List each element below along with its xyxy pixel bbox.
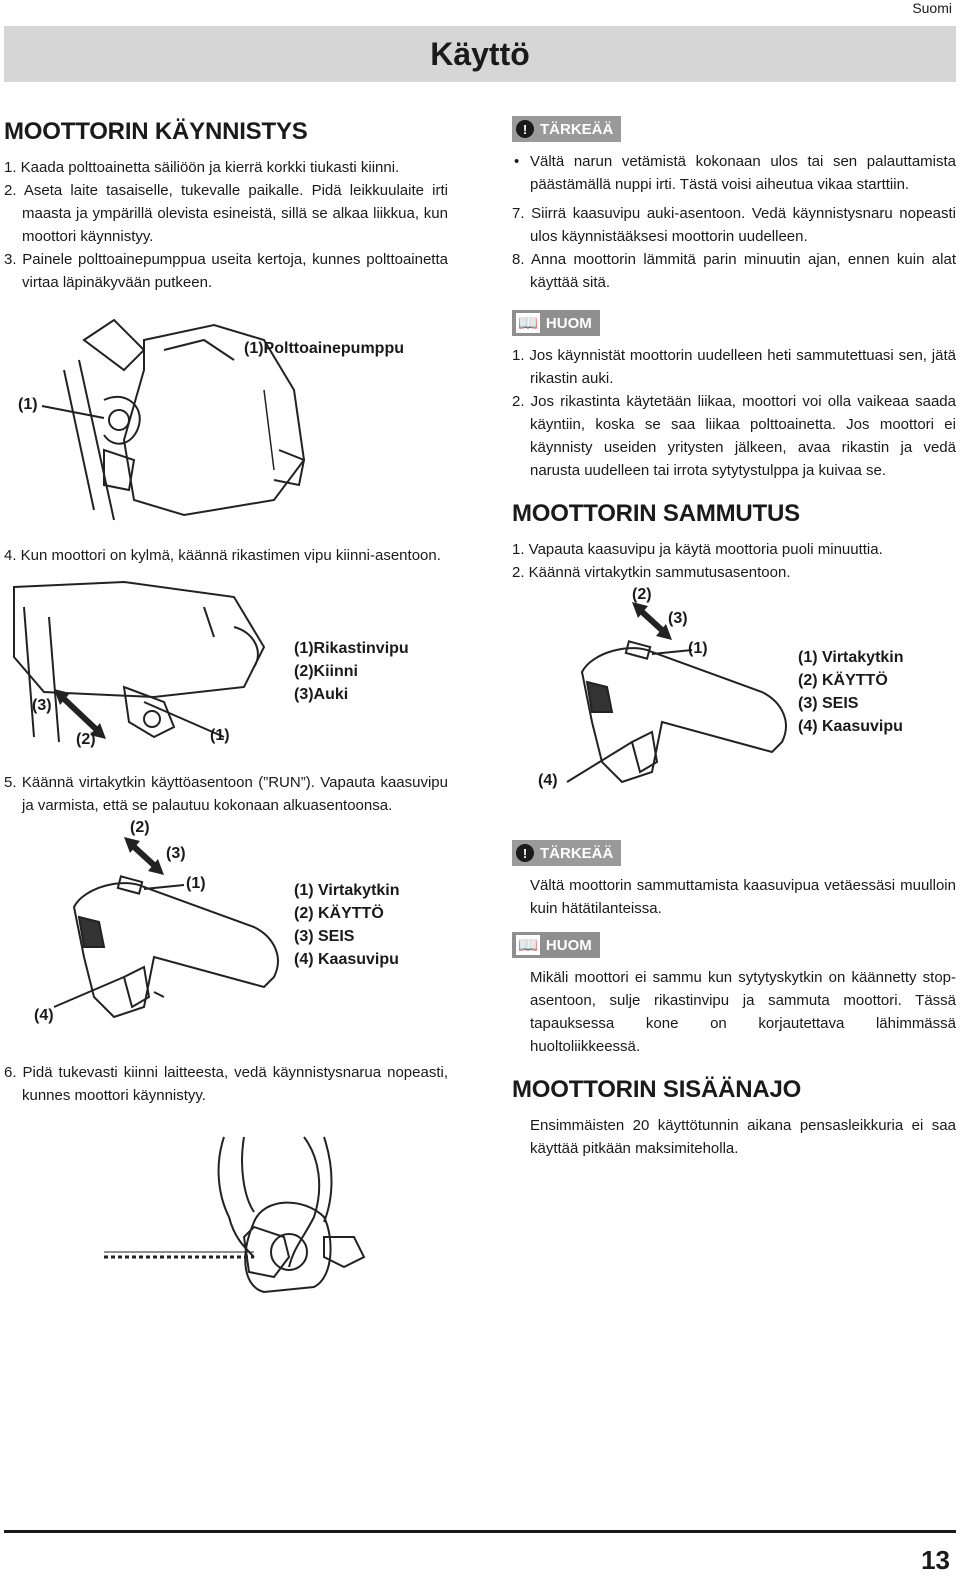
- switch-legend-2: [798, 646, 904, 738]
- fuel-pump-label: (1)Polttoainepumppu: [244, 340, 404, 357]
- step-5: 5. Käännä virtakytkin käyttöasentoon (”RUN”). Vapauta kaasuvipu ja varmista, että se palautuu kokonaan alkuasentoonsa.: [4, 774, 448, 814]
- note-item-2: 2. Jos rikastinta käytetään liikaa, moottori voi olla vaikeaa saada käyntiin, koska se saa liikaa polttoainetta. Jos moottori ei käynnisty useiden yritysten jälkeen, avaa rikastin ja vedä narusta uudelleen tai irrota sytytystulppa ja kuivaa se.: [512, 393, 956, 479]
- callout-3: (3): [166, 845, 186, 862]
- note-badge-1: [512, 310, 600, 336]
- callout-3: (3): [32, 697, 52, 714]
- figure-fuel-pump: [4, 310, 448, 530]
- important-label-2: TÄRKEÄÄ: [540, 844, 614, 862]
- important-badge-2: [512, 840, 621, 866]
- callout-1: (1): [186, 875, 206, 892]
- step-7: 7. Siirrä kaasuvipu auki-asentoon. Vedä käynnistysnaru nopeasti ulos käynnistääksesi moottorin uudelleen.: [512, 205, 956, 245]
- step-4: 4. Kun moottori on kylmä, käännä rikastimen vipu kiinni-asentoon.: [4, 547, 441, 564]
- callout-2: (2): [632, 586, 652, 603]
- note-badge-2: [512, 932, 600, 958]
- stop-step-1: 1. Vapauta kaasuvipu ja käytä moottoria puoli minuuttia.: [512, 541, 883, 558]
- page-title: Käyttö: [4, 26, 956, 82]
- footer-rule: [4, 1530, 956, 1533]
- book-icon: 📖: [518, 937, 538, 954]
- book-icon: 📖: [518, 315, 538, 332]
- callout-4: (4): [538, 772, 558, 789]
- stop-step-2: 2. Käännä virtakytkin sammutusasentoon.: [512, 564, 791, 581]
- note-text-2: Mikäli moottori ei sammu kun sytytyskytkin on käännetty stop-asentoon, sulje rikastinvipu ja sammuta moottori. Tässä tapauksessa kone on korjautettava lähimmässä huoltoliikkeessä.: [530, 969, 956, 1055]
- right-column: [512, 112, 956, 1160]
- step-2: 2. Aseta laite tasaiselle, tukevalle paikalle. Pidä leikkuulaite irti maasta ja ympärillä olevista esineistä, sillä se alkaa liikkua, kun moottori käynnistyy.: [4, 182, 448, 245]
- important-text-2: Vältä moottorin sammuttamista kaasuvipua vetäessäsi muulloin kuin hätätilanteissa.: [530, 877, 956, 917]
- warning-icon: !: [516, 120, 534, 138]
- callout-3: (3): [668, 610, 688, 627]
- legend-switch: (1) Virtakytkin: [294, 882, 400, 899]
- important-label-1: TÄRKEÄÄ: [540, 120, 614, 138]
- legend-stop: (3) SEIS: [798, 695, 859, 712]
- breakin-text: Ensimmäisten 20 käyttötunnin aikana pensasleikkuria ei saa käyttää pitkään maksimiteholla.: [530, 1117, 956, 1157]
- switch-legend: [294, 879, 400, 971]
- section-heading-start: MOOTTORIN KÄYNNISTYS: [4, 118, 308, 145]
- warning-icon: !: [516, 844, 534, 862]
- step-8: 8. Anna moottorin lämmitä parin minuutin ajan, ennen kuin alat käyttää sitä.: [512, 251, 956, 291]
- section-heading-stop: MOOTTORIN SAMMUTUS: [512, 500, 800, 527]
- important-badge-1: [512, 116, 621, 142]
- figure-choke: [4, 577, 448, 767]
- figure-switch-left: [4, 819, 448, 1057]
- callout-1: (1): [688, 640, 708, 657]
- important-bullet-1: • Vältä narun vetämistä kokonaan ulos tai sen palauttamista päästämällä nuppi irti. Tästä voisi aiheutua vikaa starttiin.: [512, 150, 956, 196]
- callout-1: (1): [18, 396, 38, 413]
- legend-switch: (1) Virtakytkin: [798, 649, 904, 666]
- step-3: 3. Painele polttoainepumppua useita kertoja, kunnes polttoainetta virtaa läpinäkyvään putkeen.: [4, 251, 448, 291]
- callout-2: (2): [76, 731, 96, 748]
- section-heading-breakin: MOOTTORIN SISÄÄNAJO: [512, 1076, 802, 1103]
- legend-closed: (2)Kiinni: [294, 663, 358, 680]
- language-label: Suomi: [912, 0, 952, 16]
- callout-4: (4): [34, 1007, 54, 1024]
- legend-choke-lever: (1)Rikastinvipu: [294, 640, 409, 657]
- starting-illustration: [4, 1127, 448, 1317]
- figure-starting: [4, 1127, 448, 1317]
- callout-2: (2): [130, 819, 150, 836]
- page-number: 13: [921, 1545, 950, 1575]
- left-column: [4, 112, 448, 1317]
- callout-1: (1): [210, 727, 230, 744]
- figure-switch-right: [512, 586, 956, 822]
- note-label-2: HUOM: [545, 936, 592, 954]
- legend-throttle: (4) Kaasuvipu: [798, 718, 903, 735]
- step-1: 1. Kaada polttoainetta säiliöön ja kierrä korkki tiukasti kiinni.: [4, 159, 400, 176]
- note-label-1: HUOM: [545, 314, 592, 332]
- note-item-1: 1. Jos käynnistät moottorin uudelleen heti sammutettuasi sen, jätä rikastin auki.: [512, 347, 956, 387]
- legend-open: (3)Auki: [294, 686, 349, 703]
- legend-run: (2) KÄYTTÖ: [798, 672, 888, 689]
- legend-throttle: (4) Kaasuvipu: [294, 951, 399, 968]
- choke-legend: [294, 637, 409, 706]
- legend-stop: (3) SEIS: [294, 928, 355, 945]
- legend-run: (2) KÄYTTÖ: [294, 905, 384, 922]
- step-6: 6. Pidä tukevasti kiinni laitteesta, vedä käynnistysnarua nopeasti, kunnes moottori käynnistyy.: [4, 1064, 448, 1104]
